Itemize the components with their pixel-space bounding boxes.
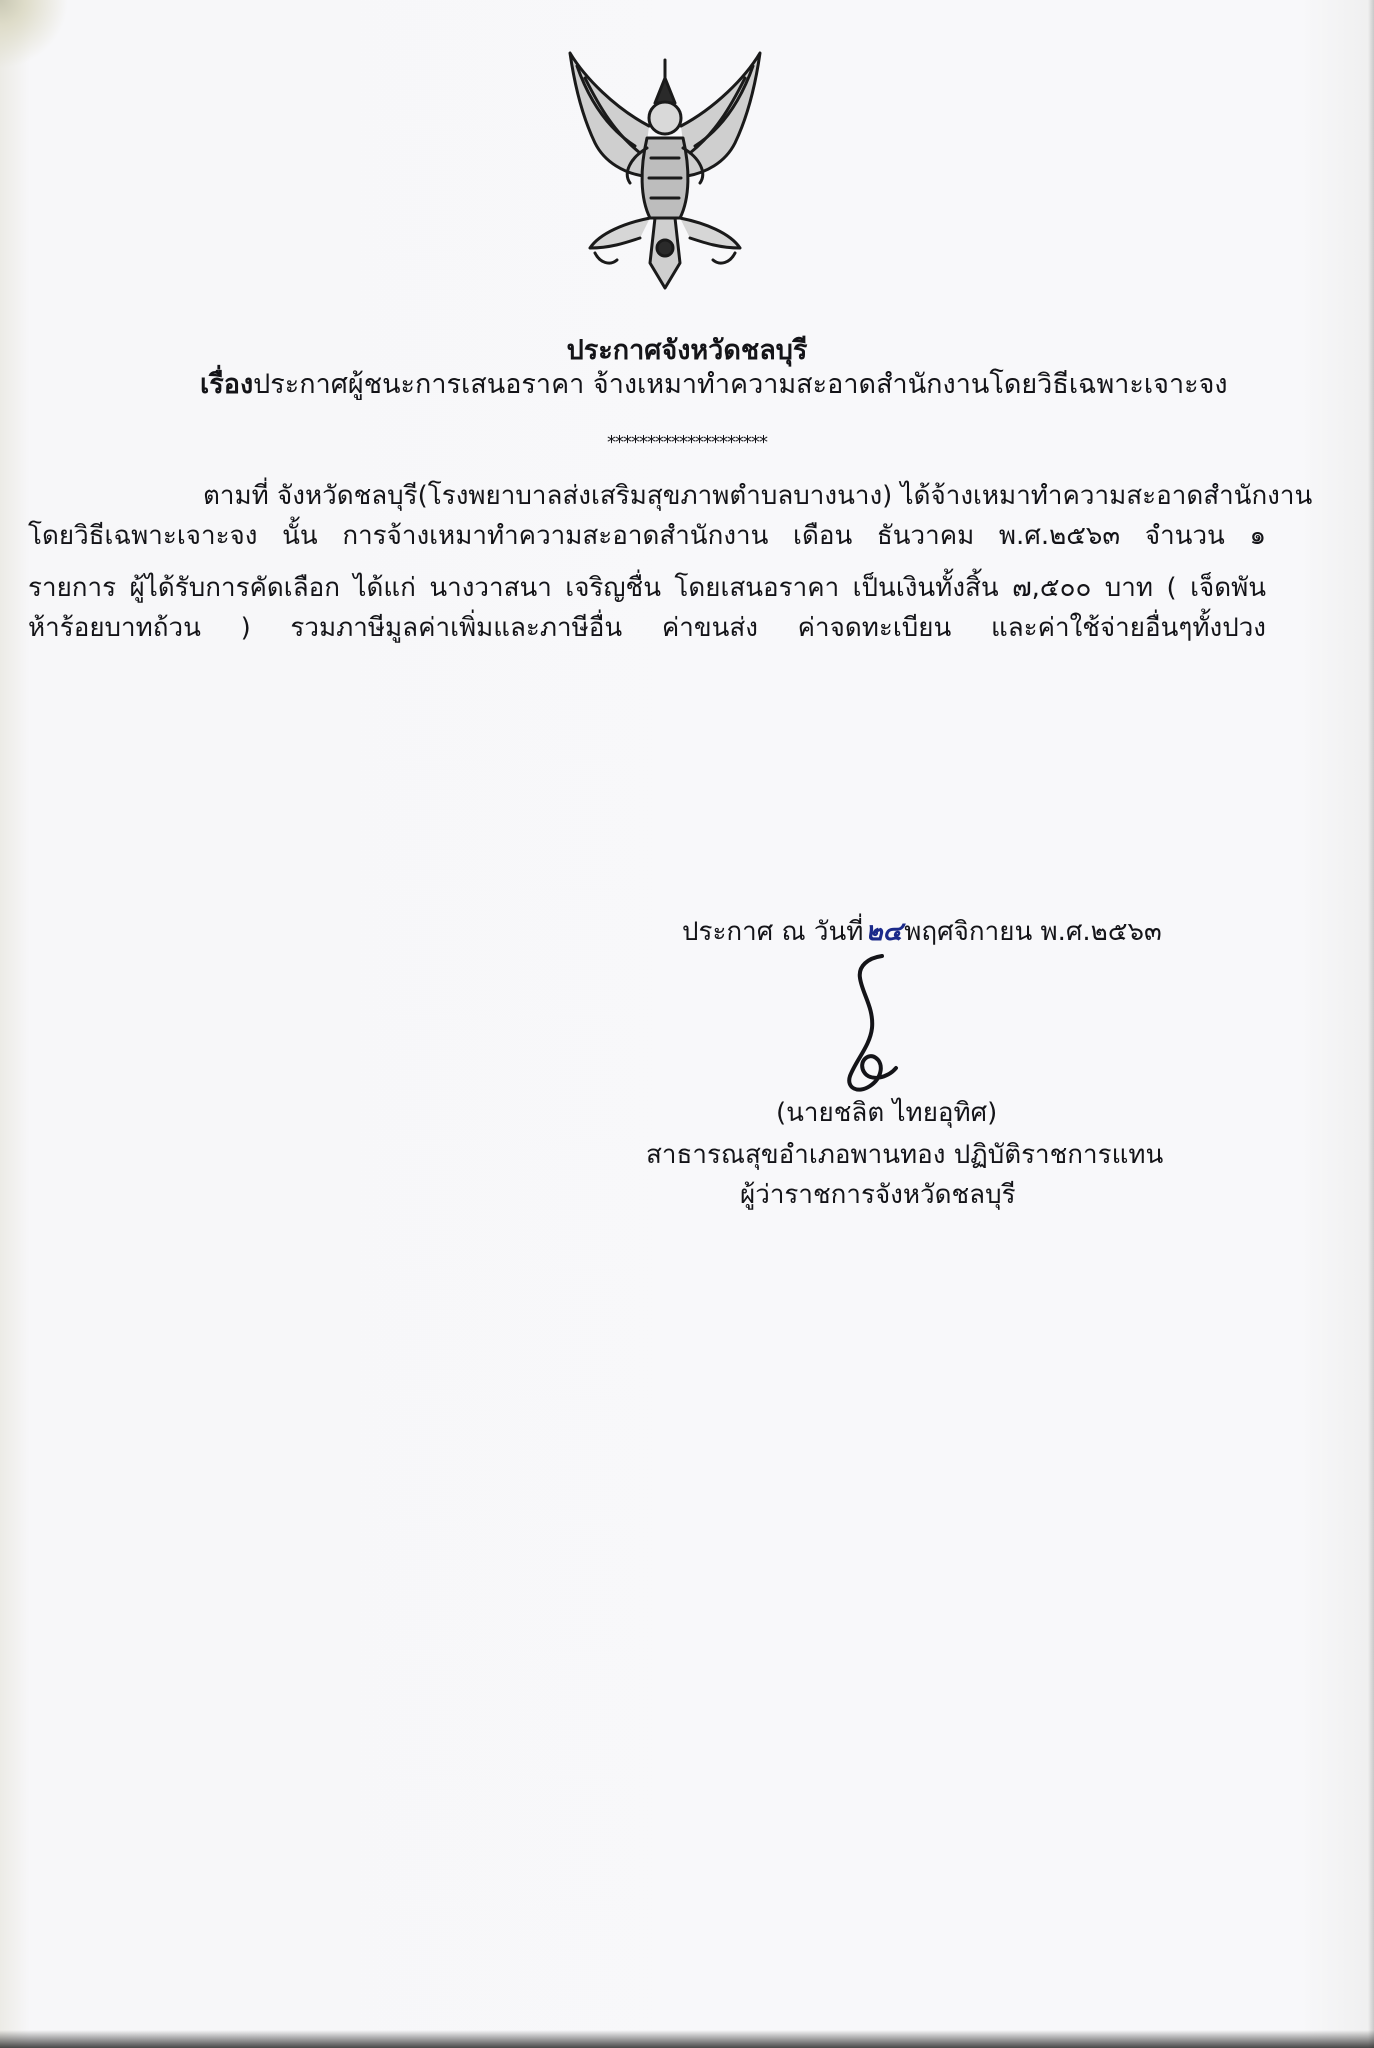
announce-day-handwritten: ๒๔ bbox=[865, 917, 903, 947]
body-line-4: ห้าร้อยบาทถ้วน ) รวมภาษีมูลค่าเพิ่มและภาษีอื่น ค่าขนส่ง ค่าจดทะเบียน และค่าใช้จ่ายอื่นๆทั้งปวง bbox=[28, 613, 1266, 643]
paper-bottom-edge bbox=[0, 2030, 1374, 2048]
announcement-date bbox=[682, 912, 1162, 952]
body-line-2: โดยวิธีเฉพาะเจาะจง นั้น การจ้างเหมาทำความสะอาดสำนักงาน เดือน ธันวาคม พ.ศ.๒๕๖๓ จำนวน ๑ bbox=[28, 521, 1266, 551]
signer-position: สาธารณสุขอำเภอพานทอง ปฏิบัติราชการแทน bbox=[646, 1140, 1164, 1170]
subject-text: ประกาศผู้ชนะการเสนอราคา จ้างเหมาทำความสะอาดสำนักงานโดยวิธีเฉพาะเจาะจง bbox=[253, 369, 1228, 400]
announce-suffix: พฤศจิกายน พ.ศ.๒๕๖๓ bbox=[904, 917, 1162, 947]
body-line-1: ตามที่ จังหวัดชลบุรี(โรงพยาบาลส่งเสริมสุขภาพตำบลบางนาง) ได้จ้างเหมาทำความสะอาดสำนักงาน bbox=[203, 481, 1313, 511]
paper-right-edge bbox=[1368, 0, 1374, 2048]
document-subject bbox=[200, 367, 1228, 403]
separator-line: ******************** bbox=[607, 432, 767, 453]
subject-label: เรื่อง bbox=[200, 369, 254, 400]
garuda-emblem-icon bbox=[555, 48, 775, 298]
announce-prefix: ประกาศ ณ วันที่ bbox=[682, 917, 864, 947]
signer-position-2: ผู้ว่าราชการจังหวัดชลบุรี bbox=[740, 1180, 1016, 1210]
signer-name: (นายชลิต ไทยอุทิศ) bbox=[776, 1098, 998, 1128]
body-line-3: รายการ ผู้ได้รับการคัดเลือก ได้แก่ นางวาสนา เจริญชื่น โดยเสนอราคา เป็นเงินทั้งสิ้น ๗,๕๐๐ บาท ( เจ็ดพัน bbox=[28, 573, 1266, 603]
document-title: ประกาศจังหวัดชลบุรี bbox=[566, 335, 808, 366]
handwritten-signature bbox=[830, 948, 920, 1098]
paper-corner-shadow bbox=[0, 0, 70, 70]
